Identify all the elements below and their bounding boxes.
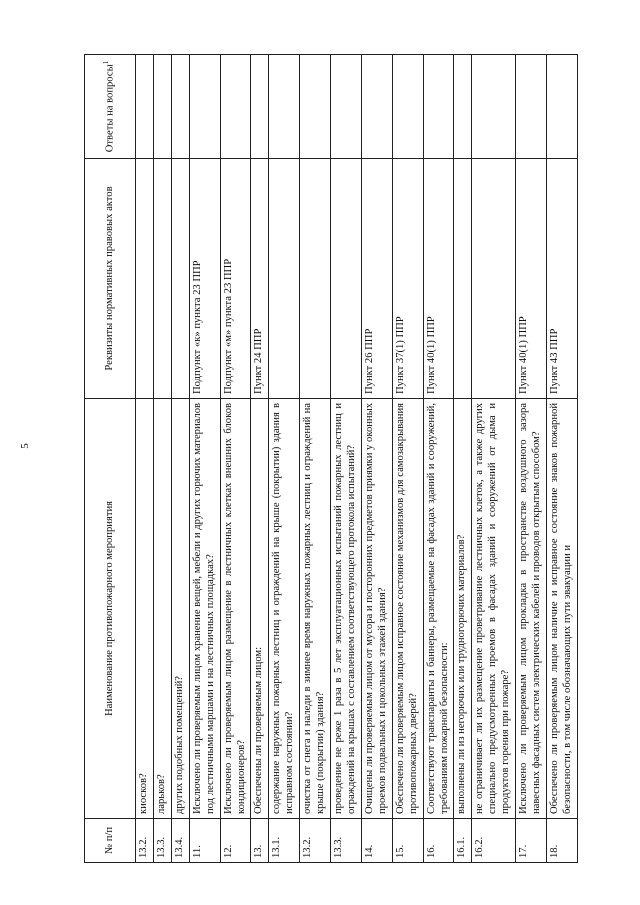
table-row — [171, 55, 189, 863]
row-answer-cell[interactable] — [392, 55, 423, 159]
row-number: 13. — [251, 819, 269, 863]
row-answer-cell[interactable] — [516, 55, 547, 159]
header-name: Наименование противопожарного мероприятия — [85, 399, 136, 819]
row-requisites — [153, 159, 171, 399]
row-answer-cell[interactable] — [361, 55, 392, 159]
row-number: 18. — [546, 819, 577, 863]
row-answer-cell[interactable] — [546, 55, 577, 159]
row-requisites: Пункт 24 ППР — [251, 159, 269, 399]
table-row — [516, 55, 547, 863]
table-row — [546, 55, 577, 863]
row-measure: Исключено ли проверяемым лицом хранение вещей, мебели и других горючих материалов под лестничными маршами и на лестничных площадках? — [189, 399, 220, 819]
row-requisites — [300, 159, 331, 399]
row-number: 13.2. — [300, 819, 331, 863]
row-number: 16.1. — [454, 819, 472, 863]
table-row — [269, 55, 300, 863]
table-row — [220, 55, 251, 863]
table-row — [361, 55, 392, 863]
checklist-table-container — [84, 55, 584, 863]
row-number: 12. — [220, 819, 251, 863]
row-number: 17. — [516, 819, 547, 863]
row-measure: Исключено ли проверяемым лицом размещение в лестничных клетках внешних блоков кондиционеров? — [220, 399, 251, 819]
row-measure: Исключено ли проверяемым лицом прокладка в пространстве воздушного зазора навесных фасадных систем электрических кабелей и проводов открытым способом? — [516, 399, 547, 819]
header-answers-label: Ответы на вопросы — [104, 64, 116, 153]
row-requisites — [269, 159, 300, 399]
row-number: 15. — [392, 819, 423, 863]
row-number: 14. — [361, 819, 392, 863]
row-measure: очистка от снега и наледи в зимнее время наружных пожарных лестниц и ограждений на крыше (покрытии) здания? — [300, 399, 331, 819]
row-answer-cell[interactable] — [331, 55, 362, 159]
table-row — [136, 55, 154, 863]
row-measure: Обеспечены ли проверяемым лицом: — [251, 399, 269, 819]
row-requisites — [454, 159, 472, 399]
row-measure: Обеспечено ли проверяемым лицом исправное состояние механизмов для самозакрывания противопожарных дверей? — [392, 399, 423, 819]
row-measure: киосков? — [136, 399, 154, 819]
table-row — [331, 55, 362, 863]
row-requisites: Пункт 40(1) ППР — [423, 159, 454, 399]
row-measure: выполнены ли из негорючих или трудногорючих материалов? — [454, 399, 472, 819]
row-number: 13.3. — [331, 819, 362, 863]
row-answer-cell[interactable] — [136, 55, 154, 159]
checklist-table — [84, 54, 578, 863]
row-measure: Обеспечено ли проверяемым лицом наличие и исправное состояние знаков пожарной безопасности, в том числе обозначающих пути эвакуации и — [546, 399, 577, 819]
row-answer-cell[interactable] — [472, 55, 516, 159]
table-row — [472, 55, 516, 863]
row-requisites: Подпункт «к» пункта 23 ППР — [189, 159, 220, 399]
row-number: 11. — [189, 819, 220, 863]
table-row — [454, 55, 472, 863]
header-num: № п/п — [85, 819, 136, 863]
row-measure: Очищены ли проверяемым лицом от мусора и посторонних предметов приямки у оконных проемов подвальных и цокольных этажей здания? — [361, 399, 392, 819]
table-row — [153, 55, 171, 863]
row-measure: других подобных помещений? — [171, 399, 189, 819]
row-answer-cell[interactable] — [454, 55, 472, 159]
row-number: 13.2. — [136, 819, 154, 863]
table-row — [392, 55, 423, 863]
row-answer-cell[interactable] — [171, 55, 189, 159]
row-requisites — [136, 159, 154, 399]
row-answer-cell[interactable] — [189, 55, 220, 159]
row-number: 13.3. — [153, 819, 171, 863]
header-answers — [85, 55, 136, 159]
table-row — [423, 55, 454, 863]
row-measure: Соответствуют транспаранты и баннеры, размещаемые на фасадах зданий и сооружений, требованиям пожарной безопасности: — [423, 399, 454, 819]
table-row — [300, 55, 331, 863]
row-requisites: Пункт 37(1) ППР — [392, 159, 423, 399]
row-requisites: Подпункт «м» пункта 23 ППР — [220, 159, 251, 399]
row-answer-cell[interactable] — [251, 55, 269, 159]
row-measure: содержание наружных пожарных лестниц и ограждений на крыше (покрытии) здания в исправном состоянии? — [269, 399, 300, 819]
row-number: 13.1. — [269, 819, 300, 863]
page-number: 5 — [18, 443, 31, 449]
row-measure: не ограничивает ли их размещение проветривание лестничных клеток, а также других специально предусмотренных проемов в фасадах зданий и сооружений от дыма и продуктов горения при пожаре? — [472, 399, 516, 819]
row-requisites — [472, 159, 516, 399]
row-requisites: Пункт 43 ППР — [546, 159, 577, 399]
row-answer-cell[interactable] — [220, 55, 251, 159]
table-row — [251, 55, 269, 863]
row-requisites — [171, 159, 189, 399]
table-header-row — [85, 55, 136, 863]
header-requisites: Реквизиты нормативных правовых актов — [85, 159, 136, 399]
footnote-marker: 1 — [102, 60, 111, 65]
row-requisites — [331, 159, 362, 399]
row-requisites: Пункт 40(1) ППР — [516, 159, 547, 399]
row-measure: проведение не реже 1 раза в 5 лет эксплуатационных испытаний пожарных лестниц и ограждений на крышах с составлением соответствующего протокола испытаний? — [331, 399, 362, 819]
row-number: 16.2. — [472, 819, 516, 863]
row-requisites: Пункт 26 ППР — [361, 159, 392, 399]
table-row — [189, 55, 220, 863]
row-measure: ларьков? — [153, 399, 171, 819]
row-number: 16. — [423, 819, 454, 863]
row-answer-cell[interactable] — [423, 55, 454, 159]
row-answer-cell[interactable] — [269, 55, 300, 159]
row-answer-cell[interactable] — [153, 55, 171, 159]
row-number: 13.4. — [171, 819, 189, 863]
row-answer-cell[interactable] — [300, 55, 331, 159]
